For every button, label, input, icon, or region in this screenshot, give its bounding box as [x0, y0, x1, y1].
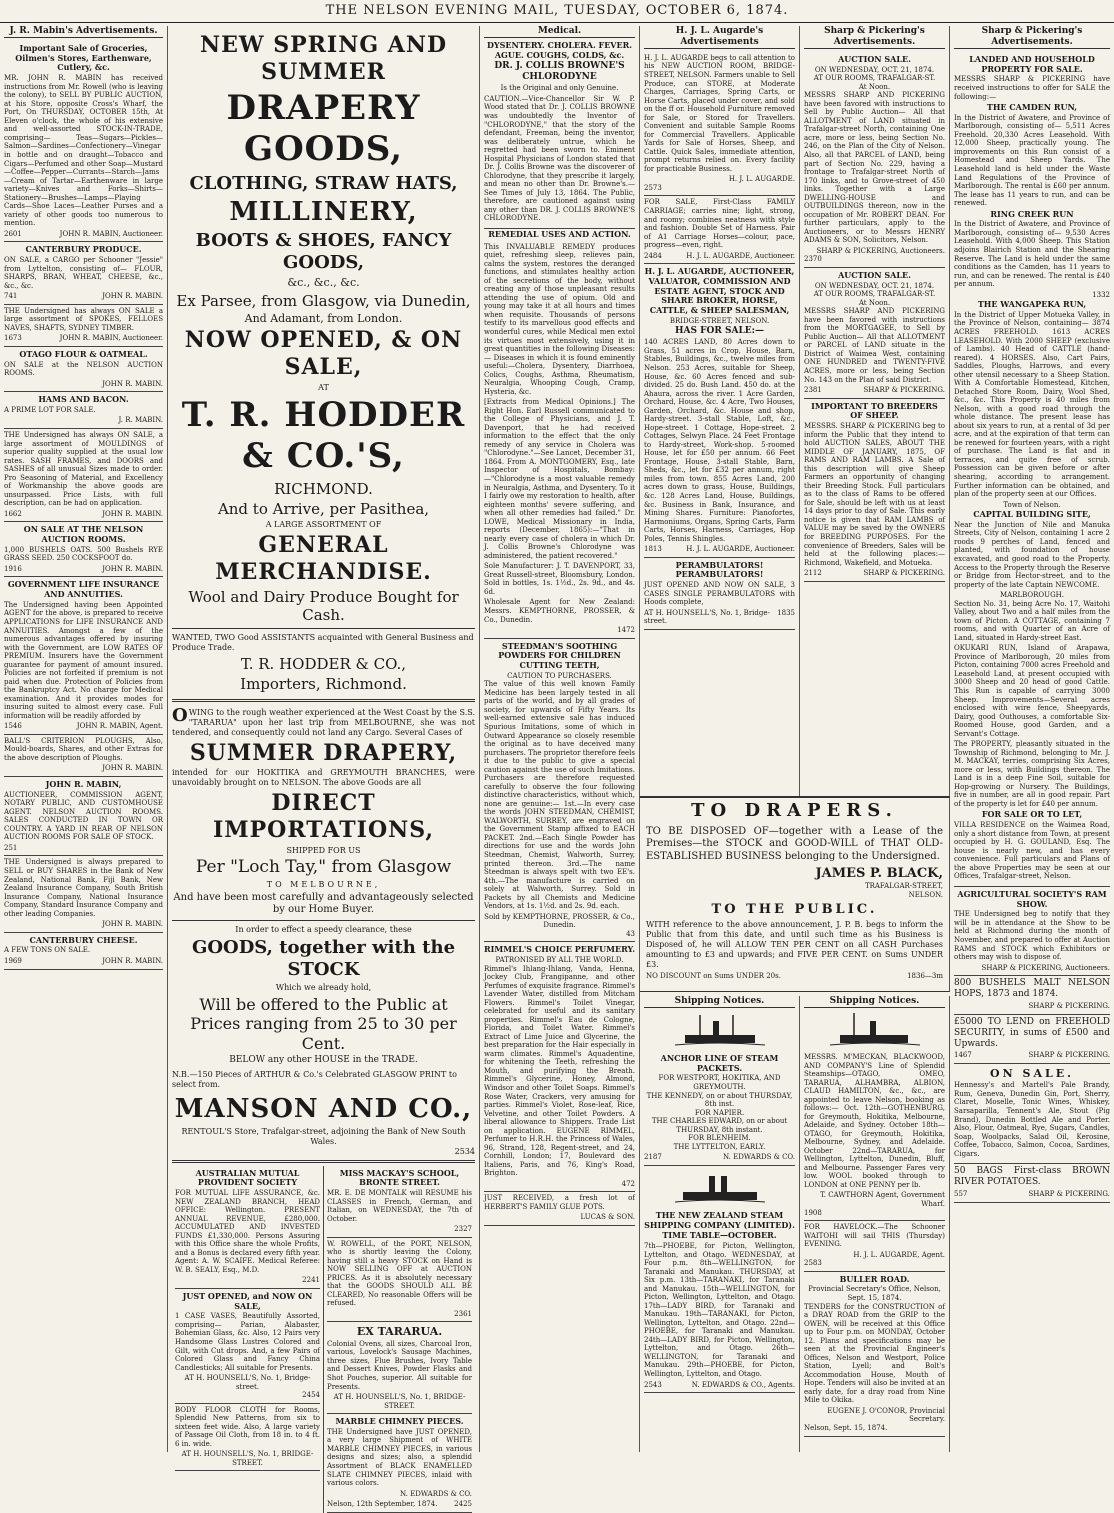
- branches-notice: intended for our HOKITIKA and GREYMOUTH BRANCHES, were unavoidably brought on to NELSON. The above Goods are all: [172, 768, 475, 788]
- mabin-ads: [4, 41, 163, 970]
- ad-signature: JOHN R. MABIN.: [102, 920, 163, 929]
- mabin-ad: [4, 429, 163, 522]
- havelock-ad: FOR HAVELOCK.—The Schooner WAITOHI will sail THIS (Thursday) EVENING. H. J. L. AUGARDE, Agent. 2583: [804, 1221, 945, 1272]
- vases-ad: JUST OPENED, and NOW ON SALE, 1 CASE VASES, Beautifully Assorted, comprising— Parian, Alabaster, Bohemian Glass, &c. Also, 12 Pairs very Handsome Glass Lustres Colored and Gilt, with Cut drops. And, a few Pairs of Colored Glass and Fancy China Candlesticks; All suitable for Presents. AT H. HOUNSELL'S, No. 1, Bridge-street. 2454: [175, 1289, 320, 1404]
- pasithea-line: And to Arrive, per Pasithea,: [217, 499, 430, 518]
- augarde-carriage-ad: FOR SALE, First-Class FAMILY CARRIAGE; carries nine; light, strong, and roomy; combines neatness with style and fashion. Double Set of Harness. Pair of A1 Carriage Horses—colour, pace, progress—even, right. 2484 H. J. L. AUGARDE, Auctioneer.: [644, 196, 795, 264]
- ad-title: HAMS AND BACON.: [38, 394, 129, 405]
- anchor-line-ad: ANCHOR LINE OF STEAM PACKETS. FOR WESTPORT, HOKITIKA, AND GREYMOUTH. THE KENNEDY, on or about THURSDAY, 8th inst. FOR NAPIER. THE CHARLES EDWARD, on or about THURSDAY, 8th instant. FOR BLENHEIM. THE LYTTELTON, EARLY. 2187 N. EDWARDS & CO.: [644, 1051, 795, 1166]
- auction-sale-2: AUCTION SALE. ON WEDNESDAY, OCT. 21, 1874. AT OUR ROOMS, TRAFALGAR-ST. At Noon. MESSRS SHARP AND PICKERING have been favored with instructions from the MORTGAGEE, to Sell by Public Auction— All that ALLOTMENT or PARCEL of LAND situate in the District of Waimea West, containing ONE HUNDRED and TWENTY-FIVE ACRES, more or less, being Section No. 143 on the Plan of said District. 2381 SHARP & PICKERING.: [804, 268, 945, 399]
- ad-number: 1546: [4, 722, 22, 731]
- column-augarde: [640, 26, 800, 796]
- home-buyer-line: And have been most carefully and advantageously selected by our Home Buyer.: [173, 891, 474, 915]
- loch-tay-line: Per "Loch Tay," from Glasgow: [195, 857, 452, 878]
- mmeckan-ship-icon: [830, 1011, 920, 1049]
- ad-body: BALL'S CRITERION PLOUGHS, Also, Mould-boards, Shares, and other Extras for the above description of Ploughs.: [4, 736, 163, 762]
- ad-number: 1673: [4, 334, 22, 343]
- column-sharp-pickering-2: Sharp & Pickering's Advertisements. LANDED AND HOUSEHOLD PROPERTY FOR SALE. MESSRS SHARP & PICKERING have received instructions to offer for SALE the following:— THE CAMDEN RUN, In the District of Awatere, and Province of Marlborough, consisting of— 5,511 Acres Freehold. 20,330 Acres Leasehold. With 12,000 Sheep, practically young. The improvements on this Run consist of a Homestead and Sheep Yards. The Leasehold land is held under the Waste Land Regulations of the Province of Marlborough. The rental is £60 per annum. The lease has 11 years to run, and can be renewed. RING CREEK RUN In the District of Awatere, and Province of Marlborough, consisting of— 9,530 Acres Leasehold. With 4,000 Sheep. This Station adjoins Blairich Station and the Shearing Reserve. The Land is held under the same conditions as the Camden, has 11 years to run, and can be renewed. The rental is £40 per annum. 1332 THE WANGAPEKA RUN, In the District of Upper Motueka Valley, in the Province of Nelson, containing— 3874 ACRES FREEHOLD. 1613 ACRES LEASEHOLD. With 2000 SHEEP (exclusive of Lambs). 40 Head of CATTLE (hand-reared). 4 HORSES. Also, Cart Pairs, Saddles, Ploughs, Harrows, and every other utensil necessary to a Sheep Station. With A Comfortable Homestead, Kitchen, Detached Store Room, Dairy, Wool Shed, &c., &c. This Property is 40 miles from Nelson, with a good road through the whole distance. The present lease has about six years to run, at a rental of 3d per acre, and at the expiration of that term can be renewed for fourteen years, with a right of purchase. The Land is flat and in terraces, and quite free of scrub. Possession can be given before or after shearing, according to arrangement. Further information can be obtained, and plan of the property seen at our Offices. Town of Nelson. CAPITAL BUILDING SITE, Near the Junction of Nile and Manuka Streets, City of Nelson, containing 1 acre 2 roods 9 perches of Land, fenced and planted, with foundation of house excavated, and good road to the Property. Access to the Property through the Reserve or Bridge from Hector-street, and to the property of the late Captain NEWCOME. MARLBOROUGH. Section No. 31, being Acre No. 17, Waitohi Valley, about Two and a half miles from the town of Picton. A COTTAGE, containing 7 rooms, and with Quarter of an Acre of Land, situated in Hardy-street East. OKUKARI RUN, Island of Arapawa, Province of Marlborough, 20 miles from Picton, containing 7000 acres Freehold and Leasehold Land, at present occupied with 3000 Sheep and 20 head of good Cattle. This Run is capable of carrying 3000 Sheep. Improvements—Several acres enclosed with wire fence, Sheepyards, Dairy, good Outhouses, a comfortable Six-Roomed House, good Garden, and a Servant's Cottage. The PROPERTY, pleasantly situated in the Township of Richmond, belonging to Mr. J. M. MACKAY, terries, comprising Six Acres, more or less, with Buildings thereon. The Land is in a deep Fine Soil, suitable for Hop-growing or Nursery. The Buildings, five in number, are all in good repair. Part of the property is let for £40 per annum. FOR SALE OR TO LET, VILLA RESIDENCE on the Waimea Road, only a short distance from Town, at present occupied by H. G. GOULAND, Esq. The house is nearly new, and has every convenience. Full particulars and Plans of the above Properties may be seen at our Offices, Trafalgar-street, Nelson. AGRICULTURAL SOCIETY'S RAM SHOW. THE Undersigned beg to notify that they will be in attendance at the Show to be held at Richmond during the month of November, and prepared to offer at Auction RAMS and STOCK which Exhibitors or others may wish to dispose of. SHARP & PICKERING, Auctioneers. 800 BUSHELS MALT NELSON HOPS, 1873 and 1874. SHARP & PICKERING. £5000 TO LEND on FREEHOLD SECURITY, in sums of £500 and Upwards. 1467 SHARP & PICKERING. ON SALE. Hennessy's and Martell's Pale Brandy, Rum, Geneva, Dunedin Gin, Port, Sherry, Claret, Moselle, Tonic Wines, Whiskey, Sarsaparilla, Tennent's Ale, Stout (Pig Brand), Dunedin Bottled Ale and Porter. Also, Flour, Oatmeal, Rye, Sugars, Candles, Soap, Woolpacks, Salad Oil, Kerosine, Coffee, Tobacco, Salmon, Cocoa, Sardines, Cigars. 50 BAGS First-class BROWN RIVER POTATOES. 557 SHARP & PICKERING.: [950, 26, 1114, 1452]
- mmeckan-ad: MESSRS. M'MECKAN, BLACKWOOD, AND COMPANY'S Line of Splendid Steamships—OTAGO, OMEO, TARARUA, ALHAMBRA, ALBION, CLAUD HAMILTON, &c., &c., are appointed to leave Nelson, booking as follows:— Oct. 12th—GOTHENBURG, for Greymouth, Hokitika, Melbourne, Adelaide, and Sydney. October 18th—OTAGO, for Greymouth, Hokitika, Melbourne, Sydney, and Adelaide. October 22nd—TARARUA, for Wellington, Lyttelton, Dunedin, Bluff, and Melbourne. Passenger Fares very low. WOOL booked through to LONDON at ONE PENNY per lb. T. CAWTHORN Agent, Government Wharf. 1908: [804, 1051, 945, 1221]
- ad-body: The Undersigned having been Appointed AGENT for the above, is prepared to receive APPLICATIONS for LIFE INSURANCE AND ANNUITIES. Amongst a few of the numerous advantages offered by insuring with the Government, are LOW RATES OF PREMIUM. Insurers have the Government guarantee for payment of amount insured. Policies are not forfeited if premium is not paid when due. Protection of Policies from the Bankruptcy Act. No charge for Medical examination. And it provides modes for insuring suited to almost every case. Full information will be readily afforded by: [4, 600, 163, 720]
- masthead: THE NELSON EVENING MAIL, TUESDAY, OCTOBER 6, 1874.: [0, 0, 1114, 23]
- steedman-ad: STEEDMAN'S SOOTHING POWDERS FOR CHILDREN CUTTING TEETH, CAUTION TO PURCHASERS. The value of this well known Family Medicine has been largely tested in all parts of the world, and by all grades of society, for upwards of Fifty Years. Its well-earned extensive sale has induced Spurious Imitations, some of which in Outward Appearance so closely resemble the original as to have deceived many purchasers. The proprietor therefore feels it due to the public to give a special caution against the use of such Imitations. Purchasers are therefore requested carefully to observe the four following distinctive characteristics, without which, none are genuine:— 1st.—In every case the words JOHN STEEDMAN, CHEMIST, WALWORTH, SURREY, are engraved on the Government Stamp affixed to EACH PACKET. 2nd.—Each Single Powder has directions for use and the words John Steedman, Chemist, Walworth, Surrey, printed thereon. 3rd.—The name Steedman is always spelt with two EE's. 4th.—The manufacture is carried on solely at Walworth, Surrey. Sold in Packets by all Chemists and Medicine Vendors, at 1s. 1½d. and 2s. 9d. each. Sold by KEMPTHORNE, PROSSER, & Co., Dunedin. 43: [484, 639, 635, 943]
- mabin-header: J. R. Mabin's Advertisements.: [4, 26, 163, 38]
- lend-ad: £5000 TO LEND on FREEHOLD SECURITY, in sums of £500 and Upwards. 1467 SHARP & PICKERING.: [954, 1015, 1110, 1064]
- boots-line: BOOTS & SHOES, FANCY GOODS,: [195, 230, 452, 274]
- ad-signature: JOHN R. MABIN.: [102, 509, 163, 518]
- ad-title: ON SALE AT THE NELSON AUCTION ROOMS.: [23, 524, 144, 545]
- now-opened-line: NOW OPENED, & ON SALE,: [184, 327, 463, 381]
- wanted-notice: WANTED, TWO Good ASSISTANTS acquainted with General Business and Produce Trade.: [172, 633, 474, 652]
- ad-signature: J. R. MABIN.: [118, 416, 163, 425]
- col2-lower: [172, 1166, 475, 1513]
- ad-body: A PRIME LOT FOR SALE.: [4, 405, 96, 414]
- richmond-line: RICHMOND.: [274, 479, 373, 498]
- rentoul-line: RENTOUL'S Store, Trafalgar-street, adjoining the Bank of New South Wales.: [181, 1127, 466, 1147]
- ad-body: A FEW TONS ON SALE.: [4, 946, 91, 955]
- steamship-icon: [675, 1011, 765, 1049]
- remedial-body: This INVALUABLE REMEDY produces quiet, refreshing sleep, relieves pain, calms the system, restores the deranged functions, and stimulates healthy action of the secretions of the body, without creating any of those unpleasant results attending the use of opium. Old and young may take it at all hours and times when requisite. Thousands of persons testify to its marvellous good effects and wonderful cures, while Medical men extol its virtues most extensively, using it in great quantities in the following Diseases:— Diseases in which it is found eminently useful:—Cholera, Dysentery, Diarrhoea, Colics, Coughs, Asthma, Rheumatism, Neuralgia, Whooping Cough, Cramp, Hysteria, &c.: [484, 242, 635, 396]
- ad-title: CANTERBURY CHEESE.: [29, 934, 138, 945]
- ad-body: 1,000 BUSHELS OATS. 500 Bushels RYE GRASS SEED. 250 COCKSFOOT do.: [4, 545, 163, 563]
- ad-body: ON SALE at the NELSON AUCTION ROOMS.: [4, 360, 163, 378]
- to-drapers-ad: TO DRAPERS. TO BE DISPOSED OF—together with a Lease of the Premises—the STOCK and GOOD-WILL of THAT OLD-ESTABLISHED BUSINESS belonging to the Undersigned. JAMES P. BLACK, TRAFALGAR-STREET, NELSON. TO THE PUBLIC. WITH reference to the above announcement, J. P. B. begs to inform the Public that from this date, and until such time as his Business is Disposed of, he will ALLOW TEN PER CENT on all CASH Purchases amounting to £3 and upwards; and FIVE PER CENT. on Sums UNDER £3. NO DISCOUNT on Sums UNDER 20s. 1836—3m: [640, 796, 950, 992]
- clearance-line: In order to effect a speedy clearance, these: [235, 925, 412, 935]
- mabin-ad: [4, 305, 163, 347]
- drapery-ad-num: 2534: [454, 1146, 475, 1156]
- ex-tararua-ad: EX TARARUA. Colonial Ovens, all sizes, Charcoal Iron, various, Lovelock's Sausage Machines, three sizes, Flue Brushes, Ivory Table and Dessert Knives, Powder Flasks and Shot Pouches, superior. All suitable for Presents. AT H. HOUNSELL'S, No. 1, BRIDGE-STREET.: [327, 1322, 472, 1414]
- amp-ad: AUSTRALIAN MUTUAL PROVIDENT SOCIETY FOR MUTUAL LIFE ASSURANCE, &c. NEW ZEALAND BRANCH, HEAD OFFICE: Wellington. PRESENT ANNUAL REVENUE, £280,000. ACCUMULATED AND INVESTED FUNDS £1,330,000. Persons Assuring with this Office share the whole Profits, and a Bonus is declared every fifth year. Agent: A. W. SCAIFE. Medical Referee: W. B. SEALY, Esq., M.D. 2241: [175, 1166, 320, 1289]
- ad-body: THE Undersigned is always prepared to SELL or BUY SHARES in the Bank of New Zealand, National Bank, Fiji Bank, New Zealand Insurance Company, South British Insurance Company, National Insurance Company, Standard Insurance Company and other leading Companies.: [4, 858, 163, 918]
- nz-shipping-ad: THE NEW ZEALAND STEAM SHIPPING COMPANY (LIMITED). TIME TABLE—OCTOBER. 7th—PHOEBE, for Picton, Wellington, Lyttelton, and Otago. WEDNESDAY, at Four p.m. 8th—WELLINGTON, for Taranaki and Manukau. THURSDAY, at Six p.m. 13th—TARANAKI, for Taranaki and Manukau. 15th—WELLINGTON, for Picton, Wellington, Lyttelton, and Otago. 17th—LADY BIRD, for Taranaki and Manukau. 19th—TARANAKI, for Picton, Wellington, Lyttelton, and Otago. 22nd—PHOEBE, for Taranaki and Manukau. 24th—LADY BIRD, for Picton, Wellington, Lyttelton, and Otago. 26th—WELLINGTON, for Taranaki and Manukau. 29th—PHOEBE, for Picton, Wellington, Lyttelton, and Otago. 2543 N. EDWARDS & CO., Agents.: [644, 1208, 795, 1393]
- ad-body: MR. JOHN R. MABIN has received instructions from Mr. Rowell (who is leaving the colony), to SELL BY PUBLIC AUCTION, at his Store, opposite Cross's Wharf, the Port, On THURSDAY, OCTOBER 15th, At Eleven o'clock, the whole of his extensive and well-assorted STOCK-IN-TRADE, comprising— Teas—Sugars—Pickles—Salmon—Sardines—Confectionery—Vinegar in bottle and on draught—Tobacco and Cigars—Perfumed and other Soap—Mustard—Coffee—Pepper—Currants—Starch—Jams—Cream of Tartar—Earthenware in large variety—Knives and Forks—Shirts—Stationery—Brushes—Lamps—Playing Cards—Shoe Laces—Leather Purses and a variety of other goods too numerous to mention.: [4, 74, 163, 228]
- drapery-goods-title: DRAPERY GOODS,: [226, 87, 421, 170]
- ad-number: 2601: [4, 229, 22, 238]
- ad-number: 1969: [4, 957, 22, 965]
- already-hold-line: Which we already hold,: [275, 982, 372, 992]
- column-mabin: [0, 26, 168, 1452]
- column-shipping-right: Shipping Notices. MESSRS. M'MECKAN, BLACKWOOD, AND COMPANY'S Line of Splendid Steamships—OTAGO, OMEO, TARARUA, ALHAMBRA, ALBION, CLAUD HAMILTON, &c., &c., are appointed to leave Nelson, booking as follows:— Oct. 12th—GOTHENBURG, for Greymouth, Hokitika, Melbourne, Adelaide, and Sydney. October 18th—OTAGO, for Greymouth, Hokitika, Melbourne, Sydney, and Adelaide. October 22nd—TARARUA, for Wellington, Lyttelton, Dunedin, Bluff, and Melbourne. Passenger Fares very low. WOOL booked through to LONDON at ONE PENNY per lb. T. CAWTHORN Agent, Government Wharf. 1908 FOR HAVELOCK.—The Schooner WAITOHI will sail THIS (Thursday) EVENING. H. J. L. AUGARDE, Agent. 2583 BULLER ROAD. Provincial Secretary's Office, Nelson, Sept. 15, 1874. TENDERS for the CONSTRUCTION of a DRAY ROAD from the GRIP to the OWEN, will be received at this Office up to Four p.m. on MONDAY, October 12. Plans and specifications may be seen at the Provincial Engineer's Offices, Nelson and Westport, Police Station, Lyell; and Bolt's Accommodation House, Mouth of Hope. Tenders will also be invited at an early date, for a dray road from Nine Mile to Okika. EUGENE J. O'CONOR, Provincial Secretary. Nelson, Sept. 15, 1874.: [800, 996, 950, 1452]
- ad-title: OTAGO FLOUR & OATMEAL.: [19, 348, 148, 359]
- rimmel-ad: RIMMEL'S CHOICE PERFUMERY. PATRONISED BY ALL THE WORLD. Rimmel's Ihlang-Ihlang, Vanda, Henna, Jockey Club, Frangipanne, and other Perfumes of exquisite fragrance. Rimmel's Lavender Water, distilled from Mitcham Flowers. Rimmel's Toilet Vinegar, celebrated for useful and its sanitary properties. Rimmel's Eau de Cologne, Florida, and Toilet Water. Rimmel's Extract of Lime Juice and Glycerine, the best preparation for the Hair especially in warm climates. Rimmel's Aquadentine, for whitening the Teeth, refreshing the Mouth, and purifying the Breath. Rimmel's Glycerine, Honey, Almond, Windsor and other Toilet Soaps. Rimmel's Rose Water, Crackers, very amusing for parties. Rimmel's Violet, Rose-leaf, Rice, Velvetine, and other Toilet Powders. A liberal allowance to Shippers. Trade List on application. EUGENE RIMMEL, Perfumer to H.R.H. the Princess of Wales, 96, Strand, 128, Regent-street, and 24, Cornhill, London; 17, Boulevard des Italiens, Paris, and 76, King's Road, Brighton. 472: [484, 942, 635, 1192]
- ad-body: AUCTIONEER, COMMISSION AGENT, NOTARY PUBLIC, AND CUSTOMHOUSE AGENT. NELSON AUCTION ROOMS. SALES CONDUCTED IN TOWN OR COUNTRY. A YARD IN REAR OF NELSON AUCTION ROOMS FOR SALE OF STOCK.: [4, 790, 163, 842]
- mabin-ad: [4, 392, 163, 429]
- mabin-ad: [4, 242, 163, 304]
- glue-ad: JUST RECEIVED, a fresh lot of HERBERT'S FAMILY GLUE POTS. LUCAS & SON.: [484, 1192, 635, 1226]
- remedial-title: REMEDIAL USES AND ACTION.: [488, 228, 631, 239]
- ad-signature: JOHN R. MABIN, Auctioneer.: [59, 229, 163, 238]
- mabin-ad: [4, 577, 163, 734]
- assortment-line: A LARGE ASSORTMENT OF: [265, 520, 382, 530]
- augarde-agent-ad: H. J. L. AUGARDE, AUCTIONEER, VALUATOR, COMMISSION AND ESTATE AGENT, STOCK AND SHARE BROKER, HORSE, CATTLE, & SHEEP SALESMAN, BRIDGE-STREET, NELSON. HAS FOR SALE:— 140 ACRES LAND, 80 Acres down to Grass, 51 acres in Crop, House, Barn, Stables, Buildings, &c., twelve miles from Nelson. 253 Acres, suitable for Sheep, House, &c. 60 Acres fenced and sub-divided. 25 do. Bush Land. 450 do. at the Ahaura, across the river. 1 Acre Garden, Orchard, House, &c. 4 Acre, Two Houses, Garden, Orchard, &c. House and shop, Hardy-street. 3-stall Stable, Loft, &c., Hope-street. 1 Cottage, Hope-street. 2 Cottages, Selwyn Place. 24 Feet Frontage to Hardy-street, Work-shop. 5-roomed House, let for £50 per annum. 66 Feet Frontage, House, 3-stall Stable, Barn, Sheds, &c., let for £32 per annum, right miles from town. 855 Acres Land, 200 acres down to grass, House, Buildings, &c. 128 Acres Land, House, Buildings, &c. Business in Bank, Insurance, and Mining Shares. Furniture: Pianofortes, Harmoniums, Organs, Spring Carts, Farm Carts, Horses, Harness, Carriages, Hop Poles, Tennis Shingles. 1813 H. J. L. AUGARDE, Auctioneer.: [644, 264, 795, 558]
- merchandise-title: GENERAL MERCHANDISE.: [215, 531, 432, 585]
- ad-number: 741: [4, 292, 18, 301]
- column-drapery: [168, 26, 480, 1509]
- browne-sub: Is the Original and only Genuine.: [500, 84, 619, 93]
- manson-title: MANSON AND CO.,: [174, 1093, 473, 1124]
- ram-show-ad: AGRICULTURAL SOCIETY'S RAM SHOW. THE Undersigned beg to notify that they will be in attendance at the Show to be held at Richmond during the month of November, and prepared to offer at Auction RAMS and STOCK which Exhibitors or others may wish to dispose of. SHARP & PICKERING, Auctioneers.: [954, 887, 1110, 976]
- marble-chimney-ad: MARBLE CHIMNEY PIECES. THE Undersigned have JUST OPENED, a very large Shipment of WHITE MARBLE CHIMNEY PIECES, in various designs and sizes; also, a splendid Assortment of BLACK ENAMELLED SLATE CHIMNEY PIECES, inlaid with various colors. N. EDWARDS & CO. Nelson, 12th September, 1874. 2425: [327, 1414, 472, 1513]
- floorcloth-ad: BODY FLOOR CLOTH for Rooms, Splendid New Patterns, from six to sixteen feet wide. Also, A large variety of Passage Oil Cloth, from 18 in. to 4 ft. 6 in. wide. AT H. HOUNSELL'S, No. 1, BRIDGE-STREET.: [175, 1404, 320, 1472]
- ad-signature: JOHN R. MABIN.: [102, 379, 163, 388]
- rowell-ad: W. ROWELL, of the PORT, NELSON, who is shortly leaving the Colony, having still a heavy STOCK on Hand is NOW SELLING OFF at AUCTION PRICES. As it is absolutely necessary that the GOODS SHOULD ALL BE CLEARED, No reasonable Offers will be refused. 2361: [327, 1238, 472, 1323]
- dysentery-line: DYSENTERY. CHOLERA. FEVER. AGUE. COUGHS, COLDS, &c.: [486, 39, 633, 60]
- drapery-headline: NEW SPRING AND SUMMER: [199, 32, 448, 85]
- buller-road-ad: BULLER ROAD. Provincial Secretary's Office, Nelson, Sept. 15, 1874. TENDERS for the CONSTRUCTION of a DRAY ROAD from the GRIP to the OWEN, will be received at this Office up to Four p.m. on MONDAY, October 12. Plans and specifications may be seen at the Provincial Engineer's Offices, Nelson and Westport, Police Station, Lyell; and Bolt's Accommodation House, Mouth of Hope. Tenders will also be invited at an early date, for a dray road from Nine Mile to Okika. EUGENE J. O'CONOR, Provincial Secretary. Nelson, Sept. 15, 1874.: [804, 1272, 945, 1437]
- mabin-ad: [4, 41, 163, 242]
- direct-importations-title: DIRECT IMPORTATIONS,: [213, 789, 434, 843]
- mabin-ad: [4, 933, 163, 970]
- prices-line: Will be offered to the Public at Prices ranging from 25 to 30 per Cent.: [190, 994, 457, 1053]
- sheep-breeders-ad: IMPORTANT TO BREEDERS OF SHEEP. MESSRS. SHARP & PICKERING beg to inform the Public that they intend to hold AUCTION SALES, ABOUT THE MIDDLE OF JANUARY, 1875, OF RAMS AND RAM LAMBS. A Sale of this description will give Sheep Farmers an opportunity of changing their Breeding Stock. Full particulars as to the class of Rams to be offered for Sale, should be left with us at least 14 days prior to day of Sale. This early notice is given that RAM LAMBS of VALUE may be saved by the OWNERS for BREEDING PURPOSES. For the convenience of Breeders, Sales will be held at the following places:— Richmond, Wakefield, and Motueka. 2112 SHARP & PICKERING.: [804, 399, 945, 582]
- mabin-ad: [4, 522, 163, 577]
- medical-header: Medical.: [484, 26, 635, 38]
- column-shipping-left: Shipping Notices. ANCHOR LINE OF STEAM PACKETS. FOR WESTPORT, HOKITIKA, AND GREYMOUTH. THE KENNEDY, on or about THURSDAY, 8th inst. FOR NAPIER. THE CHARLES EDWARD, on or about THURSDAY, 8th instant. FOR BLENHEIM. THE LYTTELTON, EARLY. 2187 N. EDWARDS & CO. THE NEW ZEALAND STEAM SHIPPING COMPANY (LIMITED). TIME TABLE—OCTOBER. 7th—PHOEBE, for Picton, Wellington, Lyttelton, and Otago. WEDNESDAY, at Four p.m. 8th—WELLINGTON, for Taranaki and Manukau. THURSDAY, at Six p.m. 13th—TARANAKI, for Taranaki and Manukau. 15th—WELLINGTON, for Picton, Wellington, Lyttelton, and Otago. 17th—LADY BIRD, for Taranaki and Manukau. 19th—TARANAKI, for Picton, Wellington, Lyttelton, and Otago. 22nd—PHOEBE, for Taranaki and Manukau. 24th—LADY BIRD, for Picton, Wellington, Lyttelton, and Otago. 26th—WELLINGTON, for Taranaki and Manukau. 29th—PHOEBE, for Picton, Wellington, Lyttelton, and Otago. 2543 N. EDWARDS & CO., Agents.: [640, 996, 800, 1452]
- ad-title: CANTERBURY PRODUCE.: [25, 244, 142, 255]
- ad-body: ON SALE, a CARGO per Schooner "Jessie" from Lyttelton, consisting of— FLOUR, SHARPS, BRAN, WHEAT, CHEESE, &c., &c., &c.: [4, 256, 163, 290]
- auction-sale-1: AUCTION SALE. ON WEDNESDAY, OCT. 21, 1874. AT OUR ROOMS, TRAFALGAR-ST. At Noon. MESSRS SHARP AND PICKERING have been favored with instructions to Sell by Public Auction— All that ALLOTMENT of LAND situated in Trafalgar-street North, containing One acre, more or less, being Section No. 246, on the Plan of the City of Nelson. Also, all that PARCEL of LAND, being part of Section No. 229, having a frontage to Trafalgar-street North of 170 links, and to Grove-street of 450 links. Together with a Large DWELLING-HOUSE and OUTBUILDINGS thereon, now in the occupation of Mr. ROBERT DEAN. For further particulars, apply to the Auctioneers, or to Messrs HENRY ADAMS & SON, Solicitors, Nelson. SHARP & PICKERING, Auctioneers. 2370: [804, 52, 945, 268]
- wool-line: Wool and Dairy Produce Bought for Cash.: [188, 587, 459, 624]
- ad-body: THE Undersigned has always ON SALE, a large assortment of MOULDINGS of superior quality supplied at the usual low rates. SASH FRAMES, and DOORS and SASHES of all unusual Sizes made to order. Pro Seasoning of Material, and Excellency of Workmanship the above goods are unsurpassed. Price Lists, with full description, can be had on application.: [4, 431, 163, 508]
- augarde-auction-room-ad: H. J. L. AUGARDE begs to call attention to his NEW AUCTION ROOM, BRIDGE-STREET, NELSON. Farmers unable to Sell Produce, can STORE, at Moderate Charges, Carriages, Spring Carts, or Horse Carts, placed under cover, and sold on the ff or. Household Furniture removed for Sale, or Stored for Travellers. Convenient and suitable Sample Rooms for Commercial Travellers. Applicable Yards for Sale of Horses, Sheep, and Cattle. Quick Sales, immediate attention, prompt returns relied on. Every facility for practicable Business. H. J. L. AUGARDE. 2573: [644, 52, 795, 197]
- browne-body: CAUTION.—Vice-Chancellor Sir W. P. Wood stated that Dr. J. COLLIS BROWNE was undoubtedly the Inventor of "CHLORODYNE," that the story of the defendant, Freeman, being the inventor, was deliberately untrue, which he regretted had been sworn to. Eminent Hospital Physicians of London stated that Dr. J. Collis Browne was the discoverer of Chlorodyne, that they prescribe it largely, and mean no other than Dr. Browne's.—See Times of July 13, 1864. The Public, therefore, are cautioned against using any other than DR. J. COLLIS BROWNE'S CHLORODYNE.: [484, 94, 635, 223]
- potatoes-ad: 50 BAGS First-class BROWN RIVER POTATOES. 557 SHARP & PICKERING.: [954, 1164, 1110, 1202]
- column-sharp-pickering: [800, 26, 950, 796]
- nz-steamship-icon: [675, 1168, 765, 1206]
- ad-title: Important Sale of Groceries, Oilmen's Stores, Earthenware, Cutlery, &c.: [15, 42, 152, 73]
- below-line: BELOW any other HOUSE in the TRADE.: [229, 1055, 418, 1066]
- ad-signature: JOHN R. MABIN, Agent.: [76, 722, 163, 731]
- hodder-title: T. R. HODDER & CO.'S,: [181, 394, 466, 477]
- owing-notice: OWING to the rough weather experienced at the West Coast by the S.S. "TARARUA" upon her last trip from MELBOURNE, she was not tendered, and consequently could not land any Cargo. Several Cases of: [172, 705, 475, 737]
- ad-signature: JOHN R. MABIN, Auctioneer.: [59, 334, 163, 343]
- sharp-header: Sharp & Pickering's Advertisements.: [804, 26, 945, 49]
- summer-drapery-title: SUMMER DRAPERY,: [189, 739, 458, 766]
- importers-line: Importers, Richmond.: [240, 675, 407, 694]
- ad-signature: JOHN R. MABIN.: [102, 564, 163, 573]
- ad-body: THE Undersigned has always ON SALE a large assortment of SPOKES, FELLOES NAVES, SHAFTS, SYDNEY TIMBER.: [4, 306, 163, 332]
- ad-signature: JOHN R. MABIN.: [102, 957, 163, 965]
- perambulators-ad: PERAMBULATORS! PERAMBULATORS! JUST OPENED AND NOW ON SALE, 3 CASES SINGLE PERAMBULATORS with Hoods complete, AT H. HOUNSELL'S, No. 1, Bridge-street. 1835: [644, 558, 795, 630]
- mabin-ad: [4, 347, 163, 392]
- ad-number: 251: [4, 843, 18, 852]
- goods-stock-title: GOODS, together with the STOCK: [191, 936, 456, 980]
- on-sale-ad: ON SALE. Hennessy's and Martell's Pale Brandy, Rum, Geneva, Dunedin Gin, Port, Sherry, Claret, Moselle, Tonic Wines, Whiskey, Sarsaparilla, Tennent's Ale, Stout (Pig Brand), Dunedin Bottled Ale and Porter. Also, Flour, Oatmeal, Rye, Sugars, Candles, Soap, Woolpacks, Salad Oil, Kerosine, Coffee, Tobacco, Salmon, Cocoa, Sardines, Cigars.: [954, 1064, 1110, 1164]
- ad-signature: JOHN R. MABIN.: [102, 764, 163, 773]
- wholesale-agent: Wholesale Agent for New Zealand: Messrs. KEMPTHORNE, PROSSER, & Co., Dunedin.: [484, 598, 635, 624]
- mabin-ad: [4, 777, 163, 856]
- augarde-header: H. J. L. Augarde's Advertisements: [644, 26, 795, 49]
- shipped-line: SHIPPED FOR US: [286, 845, 361, 855]
- column-medical: Medical. DYSENTERY. CHOLERA. FEVER. AGUE. COUGHS, COLDS, &c. DR. J. COLLIS BROWNE'S CHLORODYNE Is the Original and only Genuine. CAUTION.—Vice-Chancellor Sir W. P. Wood stated that Dr. J. COLLIS BROWNE was undoubtedly the Inventor of "CHLORODYNE," that the story of the defendant, Freeman, being the inventor, was deliberately untrue, which he regretted had been sworn to. Eminent Hospital Physicians of London stated that Dr. J. Collis Browne was the discoverer of Chlorodyne, that they prescribe it largely, and mean no other than Dr. Browne's.—See Times of July 13, 1864. The Public, therefore, are cautioned against using any other than DR. J. COLLIS BROWNE'S CHLORODYNE. REMEDIAL USES AND ACTION. This INVALUABLE REMEDY produces quiet, refreshing sleep, relieves pain, calms the system, restores the deranged functions, and stimulates healthy action of the secretions of the body, without creating any of those unpleasant results attending the use of opium. Old and young may take it at all hours and times when requisite. Thousands of persons testify to its marvellous good effects and wonderful cures, while Medical men extol its virtues most extensively, using it in great quantities in the following Diseases:— Diseases in which it is found eminently useful:—Cholera, Dysentery, Diarrhoea, Colics, Coughs, Asthma, Rheumatism, Neuralgia, Whooping Cough, Cramp, Hysteria, &c. [Extracts from Medical Opinions.] The Right Hon. Earl Russell communicated to the College of Physicians, and J. T. Davenport, that he had received information to the effect that the only remedy of any service in Cholera was "Chlorodyne."—See Lancet, December 31, 1864. From A. MONTGOMERY, Esq., late Inspector of Hospitals, Bombay:—"Chlorodyne is a most valuable remedy in Neuralgia, Asthma, and Dysentery. To it I fairly owe my restoration to health, after eighteen months' severe suffering, and when all other remedies had failed." Dr. LOWE, Medical Missionary in India, reports (December, 1865):—"That in nearly every case of cholera in which Dr. J. Collis Browne's Chlorodyne was administered, the patient recovered." Sole Manufacturer: J. T. DAVENPORT, 33, Great Russell-street, Bloomsbury, London. Sold in bottles, 1s. 1½d., 2s. 9d., and 4s. 6d. Wholesale Agent for New Zealand: Messrs. KEMPTHORNE, PROSSER, & Co., Dunedin. 1472 STEEDMAN'S SOOTHING POWDERS FOR CHILDREN CUTTING TEETH, CAUTION TO PURCHASERS. The value of this well known Family Medicine has been largely tested in all parts of the world, and by all grades of society, for upwards of Fifty Years. Its well-earned extensive sale has induced Spurious Imitations, some of which in Outward Appearance so closely resemble the original as to have deceived many purchasers. The proprietor therefore feels it due to the public to give a special caution against the use of such Imitations. Purchasers are therefore requested carefully to observe the four following distinctive characteristics, without which, none are genuine:— 1st.—In every case the words JOHN STEEDMAN, CHEMIST, WALWORTH, SURREY, are engraved on the Government Stamp affixed to EACH PACKET. 2nd.—Each Single Powder has directions for use and the words John Steedman, Chemist, Walworth, Surrey, printed thereon. 3rd.—The name Steedman is always spelt with two EE's. 4th.—The manufacture is carried on solely at Walworth, Surrey. Sold in Packets by all Chemists and Medicine Vendors, at 1s. 1½d. and 2s. 9d. each. Sold by KEMPTHORNE, PROSSER, & Co., Dunedin. 43 RIMMEL'S CHOICE PERFUMERY. PATRONISED BY ALL THE WORLD. Rimmel's Ihlang-Ihlang, Vanda, Henna, Jockey Club, Frangipanne, and other Perfumes of exquisite fragrance. Rimmel's Lavender Water, distilled from Mitcham Flowers. Rimmel's Toilet Vinegar, celebrated for useful and its sanitary properties. Rimmel's Eau de Cologne, Florida, and Toilet Water. Rimmel's Extract of Lime Juice and Glycerine, the best preparation for the Hair especially in warm climates. Rimmel's Aquadentine, for whitening the Teeth, refreshing the Mouth, and purifying the Breath. Rimmel's Glycerine, Honey, Almond, Windsor and other Toilet Soaps. Rimmel's Rose Water, Crackers, very amusing for parties. Rimmel's Violet, Rose-leaf, Rice, Velvetine, and other Toilet Powders. A liberal allowance to Shippers. Trade List on application. EUGENE RIMMEL, Perfumer to H.R.H. the Princess of Wales, 96, Strand, 128, Regent-street, and 24, Cornhill, London; 17, Boulevard des Italiens, Paris, and 76, King's Road, Brighton. 472 JUST RECEIVED, a fresh lot of HERBERT'S FAMILY GLUE POTS. LUCAS & SON.: [480, 26, 640, 1452]
- browne-title: DR. J. COLLIS BROWNE'S CHLORODYNE: [494, 61, 625, 83]
- ad-signature: JOHN R. MABIN.: [102, 292, 163, 301]
- millinery-line: MILLINERY,: [229, 196, 418, 227]
- adamant-line: And Adamant, from London.: [244, 311, 403, 325]
- ad-title: JOHN R. MABIN,: [45, 779, 122, 789]
- mabin-ad: [4, 735, 163, 777]
- melbourne-line: TO MELBOURNE,: [266, 880, 381, 890]
- ad-number: 1662: [4, 509, 22, 518]
- hodder-sig: T. R. HODDER & CO.,: [240, 654, 407, 673]
- ad-title: GOVERNMENT LIFE INSURANCE AND ANNUITIES.: [7, 579, 160, 600]
- etc-line: &c., &c., &c.: [287, 276, 360, 290]
- clothing-line: CLOTHING, STRAW HATS,: [189, 172, 458, 194]
- at-line: AT: [318, 382, 329, 392]
- mackay-school-ad: MISS MACKAY'S SCHOOL, BRONTE STREET. MR. E. DE MONTALK will RESUME his CLASSES in French, German, and Italian, on WEDNESDAY, the 7th of October. 2327: [327, 1166, 472, 1238]
- mabin-ad: [4, 856, 163, 932]
- ex-parsee-line: Ex Parsee, from Glasgow, via Dunedin,: [176, 291, 471, 310]
- malt-ad: 800 BUSHELS MALT NELSON HOPS, 1873 and 1874. SHARP & PICKERING.: [954, 976, 1110, 1014]
- extracts-body: [Extracts from Medical Opinions.] The Right Hon. Earl Russell communicated to the College of Physicians, and J. T. Davenport, that he had received information to the effect that the only remedy of any service in Cholera was "Chlorodyne."—See Lancet, December 31, 1864. From A. MONTGOMERY, Esq., late Inspector of Hospitals, Bombay:—"Chlorodyne is a most valuable remedy in Neuralgia, Asthma, and Dysentery. To it I fairly owe my restoration to health, after eighteen months' severe suffering, and when all other remedies had failed." Dr. LOWE, Medical Missionary in India, reports (December, 1865):—"That in nearly every case of cholera in which Dr. J. Collis Browne's Chlorodyne was administered, the patient recovered.": [484, 398, 635, 560]
- nb-line: N.B.—150 Pieces of ARTHUR & Co.'s Celebrated GLASGOW PRINT to select from.: [172, 1070, 457, 1089]
- ad-number: 1916: [4, 564, 22, 573]
- landed-property-ad: LANDED AND HOUSEHOLD PROPERTY FOR SALE. MESSRS SHARP & PICKERING have received instructions to offer for SALE the following:— THE CAMDEN RUN, In the District of Awatere, and Province of Marlborough, consisting of— 5,511 Acres Freehold. 20,330 Acres Leasehold. With 12,000 Sheep, practically young. The improvements on this Run consist of a Homestead and Sheep Yards. The Leasehold land is held under the Waste Land Regulations of the Province of Marlborough. The rental is £60 per annum. The lease has 11 years to run, and can be renewed. RING CREEK RUN In the District of Awatere, and Province of Marlborough, consisting of— 9,530 Acres Leasehold. With 4,000 Sheep. This Station adjoins Blairich Station and the Shearing Reserve. The Land is held under the same conditions as the Camden, has 11 years to run, and can be renewed. The rental is £40 per annum. 1332 THE WANGAPEKA RUN, In the District of Upper Motueka Valley, in the Province of Nelson, containing— 3874 ACRES FREEHOLD. 1613 ACRES LEASEHOLD. With 2000 SHEEP (exclusive of Lambs). 40 Head of CATTLE (hand-reared). 4 HORSES. Also, Cart Pairs, Saddles, Ploughs, Harrows, and every other utensil necessary to a Sheep Station. With A Comfortable Homestead, Kitchen, Detached Store Room, Dairy, Wool Shed, &c., &c. This Property is 40 miles from Nelson, with a good road through the whole distance. The present lease has about six years to run, at a rental of 3d per acre, and at the expiration of that term can be renewed for fourteen years, with a right of purchase. The Land is flat and in terraces, and quite free of scrub. Possession can be given before or after shearing, according to arrangement. Further information can be obtained, and plan of the property seen at our Offices. Town of Nelson. CAPITAL BUILDING SITE, Near the Junction of Nile and Manuka Streets, City of Nelson, containing 1 acre 2 roods 9 perches of Land, fenced and planted, with foundation of house excavated, and good road to the Property. Access to the Property through the Reserve or Bridge from Hector-street, and to the property of the late Captain NEWCOME. MARLBOROUGH. Section No. 31, being Acre No. 17, Waitohi Valley, about Two and a half miles from the town of Picton. A COTTAGE, containing 7 rooms, and with Quarter of an Acre of Land, situated in Hardy-street East. OKUKARI RUN, Island of Arapawa, Province of Marlborough, 20 miles from Picton, containing 7000 acres Freehold and Leasehold Land, at present occupied with 3000 Sheep and 20 head of good Cattle. This Run is capable of carrying 3000 Sheep. Improvements—Several acres enclosed with wire fence, Sheepyards, Dairy, good Outhouses, a comfortable Six-Roomed House, good Garden, and a Servant's Cottage. The PROPERTY, pleasantly situated in the Township of Richmond, belonging to Mr. J. M. MACKAY, terries, comprising Six Acres, more or less, with Buildings thereon. The Land is in a deep Fine Soil, suitable for Hop-growing or Nursery. The Buildings, five in number, are all in good repair. Part of the property is let for £40 per annum. FOR SALE OR TO LET, VILLA RESIDENCE on the Waimea Road, only a short distance from Town, at present occupied by H. G. GOULAND, Esq. The house is nearly new, and has every convenience. Full particulars and Plans of the above Properties may be seen at our Offices, Trafalgar-street, Nelson.: [954, 52, 1110, 887]
- sole-manufacturer: Sole Manufacturer: J. T. DAVENPORT, 33, Great Russell-street, Bloomsbury, London. Sold in bottles, 1s. 1½d., 2s. 9d., and 4s. 6d.: [484, 562, 635, 596]
